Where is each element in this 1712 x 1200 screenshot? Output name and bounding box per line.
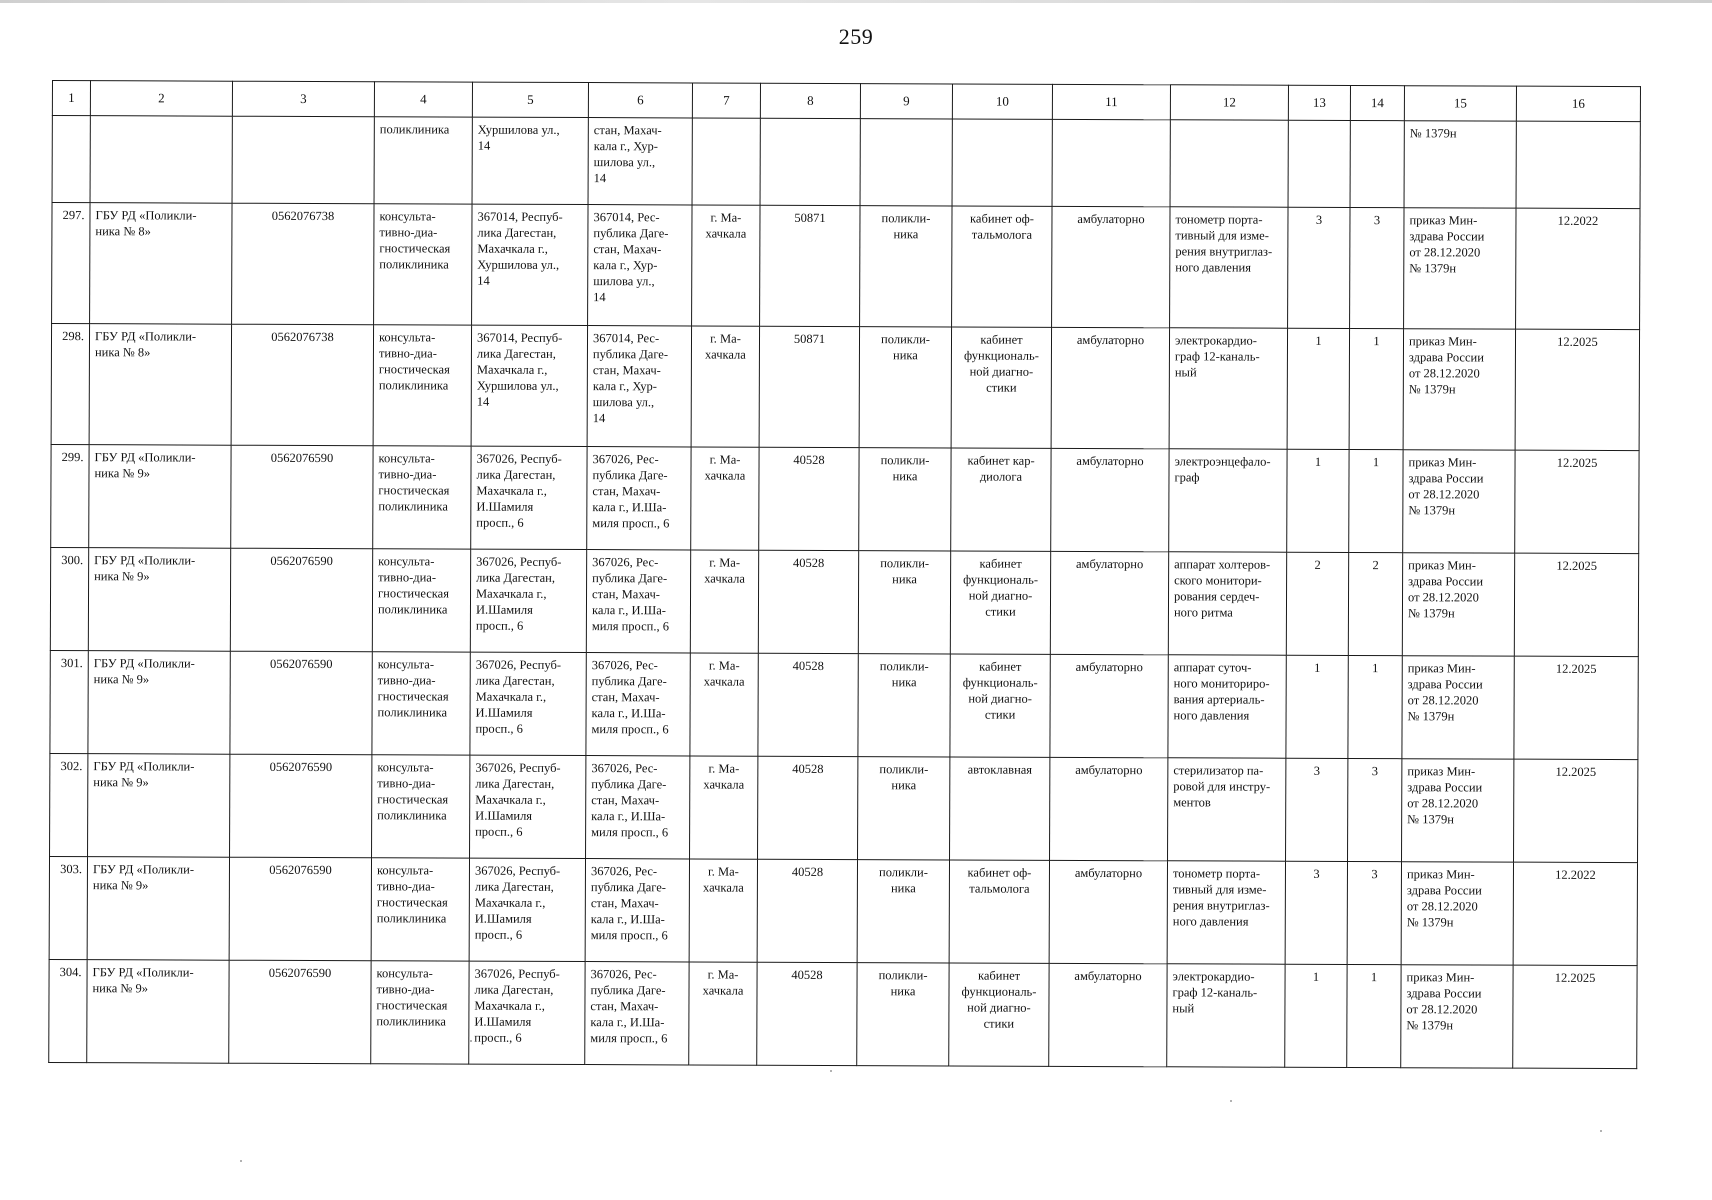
actual-address-cell: 367026, Рес- публика Даге- стан, Махач- кала г., И.Ша- миля просп., 6 <box>587 447 691 550</box>
column-header-3: 3 <box>232 81 374 117</box>
population-cell: 40528 <box>757 859 857 962</box>
planned-qty-cell: 3 <box>1347 861 1401 964</box>
legal-address-cell: 367026, Респуб- лика Дагестан, Махачкала г., И.Шамиля просп., 6 <box>471 446 587 549</box>
inn-cell <box>232 116 374 204</box>
care-conditions-cell: амбулаторно <box>1052 206 1170 327</box>
locality-cell <box>692 118 760 205</box>
facility-type-cell: консульта- тивно-диа- гностическая поликлиника <box>372 549 470 652</box>
population-cell: 40528 <box>758 653 858 756</box>
period-cell: 12.2025 <box>1513 965 1637 1068</box>
inn-cell: 0562076590 <box>231 445 373 549</box>
planned-qty-cell: 3 <box>1348 758 1402 861</box>
organization-cell: ГБУ РД «Поликли- ника № 8» <box>89 324 231 446</box>
legal-address-cell: 367026, Респуб- лика Дагестан, Махачкала г., И.Шамиля просп., 6 <box>469 961 585 1064</box>
facility-category-cell <box>860 119 952 206</box>
required-qty-cell: 3 <box>1286 758 1348 861</box>
scan-speck <box>830 1070 832 1072</box>
facility-type-cell: поликлиника <box>374 117 472 204</box>
equipment-cell: электрокардио- граф 12-каналь- ный <box>1167 964 1285 1067</box>
locality-cell: г. Ма- хачкала <box>689 859 757 962</box>
locality-cell: г. Ма- хачкала <box>690 653 758 756</box>
column-header-11: 11 <box>1052 84 1170 119</box>
department-cell: кабинет функциональ- ной диагно- стики <box>950 551 1050 654</box>
equipment-cell: электрокардио- граф 12-каналь- ный <box>1169 328 1287 449</box>
organization-cell: ГБУ РД «Поликли- ника № 9» <box>87 857 229 961</box>
organization-cell <box>90 116 232 204</box>
population-cell: 40528 <box>757 962 857 1065</box>
care-conditions-cell: амбулаторно <box>1051 448 1169 551</box>
legal-address-cell: 367026, Респуб- лика Дагестан, Махачкала г., И.Шамиля просп., 6 <box>470 755 586 858</box>
actual-address-cell: 367026, Рес- публика Даге- стан, Махач- кала г., И.Ша- миля просп., 6 <box>586 756 690 859</box>
table-row <box>50 753 1638 862</box>
column-header-14: 14 <box>1350 85 1404 120</box>
equipment-cell: электроэнцефало- граф <box>1169 449 1287 552</box>
order-reference-cell: приказ Мин- здрава России от 28.12.2020 № 1379н <box>1401 862 1513 965</box>
care-conditions-cell: амбулаторно <box>1050 757 1168 860</box>
equipment-cell: стерилизатор па- ровой для инстру- ментов <box>1168 758 1286 861</box>
equipment-cell: аппарат суточ- ного мониториро- вания артериаль- ного давления <box>1168 655 1286 758</box>
scan-speck <box>1230 1100 1232 1102</box>
facility-type-cell: консульта- тивно-диа- гностическая поликлиника <box>374 204 472 325</box>
legal-address-cell: Хуршилова ул., 14 <box>472 117 588 204</box>
order-reference-cell: приказ Мин- здрава России от 28.12.2020 № 1379н <box>1402 656 1514 759</box>
order-reference-cell: приказ Мин- здрава России от 28.12.2020 № 1379н <box>1401 965 1513 1068</box>
actual-address-cell: стан, Махач- кала г., Хур- шилова ул., 14 <box>588 118 692 205</box>
locality-cell: г. Ма- хачкала <box>690 550 758 653</box>
column-header-6: 6 <box>588 83 692 118</box>
column-header-2: 2 <box>90 81 232 117</box>
inn-cell: 0562076590 <box>230 754 372 858</box>
row-number-cell: 298. <box>51 324 89 445</box>
department-cell: кабинет оф- тальмолога <box>952 206 1052 327</box>
inn-cell: 0562076590 <box>230 548 372 652</box>
scan-speck <box>470 1040 472 1042</box>
column-header-15: 15 <box>1404 86 1516 121</box>
facility-category-cell: поликли- ника <box>860 206 952 327</box>
column-header-1: 1 <box>52 81 90 116</box>
planned-qty-cell: 1 <box>1347 964 1401 1067</box>
column-header-9: 9 <box>860 84 952 119</box>
department-cell: автоклавная <box>950 757 1050 860</box>
department-cell: кабинет оф- тальмолога <box>949 860 1049 963</box>
order-reference-cell: приказ Мин- здрава России от 28.12.2020 № 1379н <box>1402 759 1514 862</box>
document-sheet <box>48 80 1641 1069</box>
required-qty-cell: 2 <box>1286 552 1348 655</box>
actual-address-cell: 367026, Рес- публика Даге- стан, Махач- кала г., И.Ша- миля просп., 6 <box>585 859 689 962</box>
column-header-10: 10 <box>952 84 1052 119</box>
row-number-cell: 297. <box>52 203 90 324</box>
actual-address-cell: 367026, Рес- публика Даге- стан, Махач- кала г., И.Ша- миля просп., 6 <box>585 962 689 1065</box>
actual-address-cell: 367026, Рес- публика Даге- стан, Махач- кала г., И.Ша- миля просп., 6 <box>586 653 690 756</box>
equipment-cell: аппарат холтеров- ского монитори- рования сердеч- ного ритма <box>1168 552 1286 655</box>
organization-cell: ГБУ РД «Поликли- ника № 9» <box>89 445 231 549</box>
locality-cell: г. Ма- хачкала <box>691 326 759 447</box>
column-header-16: 16 <box>1516 86 1640 121</box>
inn-cell: 0562076590 <box>230 651 372 755</box>
planned-qty-cell: 3 <box>1350 207 1404 328</box>
facility-category-cell: поликли- ника <box>859 448 951 551</box>
equipment-cell: тонометр порта- тивный для изме- рения внутриглаз- ного давления <box>1170 207 1288 328</box>
facility-category-cell: поликли- ника <box>857 860 949 963</box>
period-cell: 12.2025 <box>1515 329 1639 450</box>
period-cell: 12.2025 <box>1515 450 1639 553</box>
period-cell: 12.2025 <box>1514 656 1638 759</box>
legal-address-cell: 367026, Респуб- лика Дагестан, Махачкала г., И.Шамиля просп., 6 <box>469 858 585 961</box>
scan-top-edge <box>0 0 1712 3</box>
page-number: 259 <box>838 24 874 49</box>
legal-address-cell: 367014, Респуб- лика Дагестан, Махачкала г., Хуршилова ул., 14 <box>472 204 588 325</box>
care-conditions-cell: амбулаторно <box>1049 963 1167 1066</box>
organization-cell: ГБУ РД «Поликли- ника № 8» <box>90 203 232 325</box>
order-reference-cell: № 1379н <box>1404 121 1516 208</box>
facility-category-cell: поликли- ника <box>858 654 950 757</box>
column-header-5: 5 <box>472 82 588 117</box>
organization-cell: ГБУ РД «Поликли- ника № 9» <box>88 754 230 858</box>
table-row <box>52 116 1640 209</box>
period-cell <box>1516 121 1640 208</box>
scan-speck <box>1600 1130 1602 1132</box>
period-cell: 12.2022 <box>1516 208 1640 329</box>
row-number-cell: 301. <box>50 650 88 753</box>
row-number-cell: 302. <box>50 753 88 856</box>
inn-cell: 0562076590 <box>229 960 371 1064</box>
inn-cell: 0562076738 <box>232 203 374 325</box>
facility-type-cell: консульта- тивно-диа- гностическая поликлиника <box>372 755 470 858</box>
legal-address-cell: 367014, Респуб- лика Дагестан, Махачкала г., Хуршилова ул., 14 <box>471 325 587 446</box>
row-number-cell <box>52 116 90 203</box>
facility-category-cell: поликли- ника <box>858 551 950 654</box>
column-header-4: 4 <box>374 82 472 117</box>
order-reference-cell: приказ Мин- здрава России от 28.12.2020 № 1379н <box>1403 329 1515 450</box>
facility-category-cell: поликли- ника <box>859 327 951 448</box>
table-row <box>51 444 1639 553</box>
facility-type-cell: консульта- тивно-диа- гностическая поликлиника <box>371 961 469 1064</box>
department-cell: кабинет функциональ- ной диагно- стики <box>950 654 1050 757</box>
care-conditions-cell: амбулаторно <box>1049 860 1167 963</box>
locality-cell: г. Ма- хачкала <box>689 962 757 1065</box>
population-cell: 50871 <box>760 205 860 326</box>
table-row <box>50 547 1638 656</box>
row-number-cell: 303. <box>49 856 87 959</box>
organization-cell: ГБУ РД «Поликли- ника № 9» <box>88 651 230 755</box>
row-number-cell: 300. <box>50 547 88 650</box>
column-header-8: 8 <box>760 83 860 118</box>
period-cell: 12.2025 <box>1514 553 1638 656</box>
column-header-7: 7 <box>692 83 760 118</box>
order-reference-cell: приказ Мин- здрава России от 28.12.2020 № 1379н <box>1404 208 1516 329</box>
facility-type-cell: консульта- тивно-диа- гностическая поликлиника <box>373 446 471 549</box>
population-cell: 40528 <box>759 447 859 550</box>
table-row <box>50 650 1638 759</box>
actual-address-cell: 367014, Рес- публика Даге- стан, Махач- кала г., Хур- шилова ул., 14 <box>588 205 692 326</box>
required-qty-cell: 1 <box>1287 449 1349 552</box>
column-header-13: 13 <box>1288 85 1350 120</box>
actual-address-cell: 367026, Рес- публика Даге- стан, Махач- кала г., И.Ша- миля просп., 6 <box>586 550 690 653</box>
required-qty-cell: 3 <box>1285 861 1347 964</box>
legal-address-cell: 367026, Респуб- лика Дагестан, Махачкала г., И.Шамиля просп., 6 <box>470 549 586 652</box>
locality-cell: г. Ма- хачкала <box>692 205 760 326</box>
required-qty-cell: 1 <box>1286 655 1348 758</box>
period-cell: 12.2022 <box>1513 862 1637 965</box>
planned-qty-cell: 1 <box>1349 449 1403 552</box>
locality-cell: г. Ма- хачкала <box>691 447 759 550</box>
required-qty-cell: 1 <box>1285 964 1347 1067</box>
inn-cell: 0562076590 <box>229 857 371 961</box>
population-cell <box>760 118 860 205</box>
column-header-12: 12 <box>1170 85 1288 120</box>
scan-speck <box>240 1160 242 1162</box>
facility-type-cell: консульта- тивно-диа- гностическая поликлиника <box>371 858 469 961</box>
population-cell: 40528 <box>758 756 858 859</box>
facility-type-cell: консульта- тивно-диа- гностическая поликлиника <box>372 652 470 755</box>
equipment-cell <box>1170 120 1288 207</box>
required-qty-cell <box>1288 120 1350 207</box>
table-row <box>49 856 1637 965</box>
required-qty-cell: 3 <box>1288 207 1350 328</box>
planned-qty-cell <box>1350 120 1404 207</box>
planned-qty-cell: 1 <box>1349 328 1403 449</box>
facility-category-cell: поликли- ника <box>857 963 949 1066</box>
required-qty-cell: 1 <box>1287 328 1349 449</box>
inn-cell: 0562076738 <box>231 324 373 446</box>
table-row <box>51 324 1639 451</box>
care-conditions-cell <box>1052 119 1170 206</box>
locality-cell: г. Ма- хачкала <box>690 756 758 859</box>
care-conditions-cell: амбулаторно <box>1051 327 1169 448</box>
actual-address-cell: 367014, Рес- публика Даге- стан, Махач- кала г., Хур- шилова ул., 14 <box>587 326 691 447</box>
order-reference-cell: приказ Мин- здрава России от 28.12.2020 № 1379н <box>1403 450 1515 553</box>
row-number-cell: 299. <box>51 444 89 547</box>
department-cell: кабинет функциональ- ной диагно- стики <box>949 963 1049 1066</box>
department-cell: кабинет кар- диолога <box>951 448 1051 551</box>
organization-cell: ГБУ РД «Поликли- ника № 9» <box>87 960 229 1064</box>
organization-cell: ГБУ РД «Поликли- ника № 9» <box>88 548 230 652</box>
period-cell: 12.2025 <box>1514 759 1638 862</box>
equipment-cell: тонометр порта- тивный для изме- рения внутриглаз- ного давления <box>1167 861 1285 964</box>
department-cell <box>952 119 1052 206</box>
care-conditions-cell: амбулаторно <box>1050 654 1168 757</box>
order-reference-cell: приказ Мин- здрава России от 28.12.2020 № 1379н <box>1402 553 1514 656</box>
equipment-registry-table <box>48 80 1641 1069</box>
table-row <box>49 959 1637 1068</box>
department-cell: кабинет функциональ- ной диагно- стики <box>951 327 1051 448</box>
table-body <box>49 116 1641 1069</box>
facility-type-cell: консульта- тивно-диа- гностическая поликлиника <box>373 325 471 446</box>
population-cell: 50871 <box>759 326 859 447</box>
planned-qty-cell: 2 <box>1348 552 1402 655</box>
table-row <box>52 203 1640 330</box>
facility-category-cell: поликли- ника <box>858 757 950 860</box>
planned-qty-cell: 1 <box>1348 655 1402 758</box>
legal-address-cell: 367026, Респуб- лика Дагестан, Махачкала г., И.Шамиля просп., 6 <box>470 652 586 755</box>
population-cell: 40528 <box>758 550 858 653</box>
row-number-cell: 304. <box>49 959 87 1062</box>
care-conditions-cell: амбулаторно <box>1050 551 1168 654</box>
